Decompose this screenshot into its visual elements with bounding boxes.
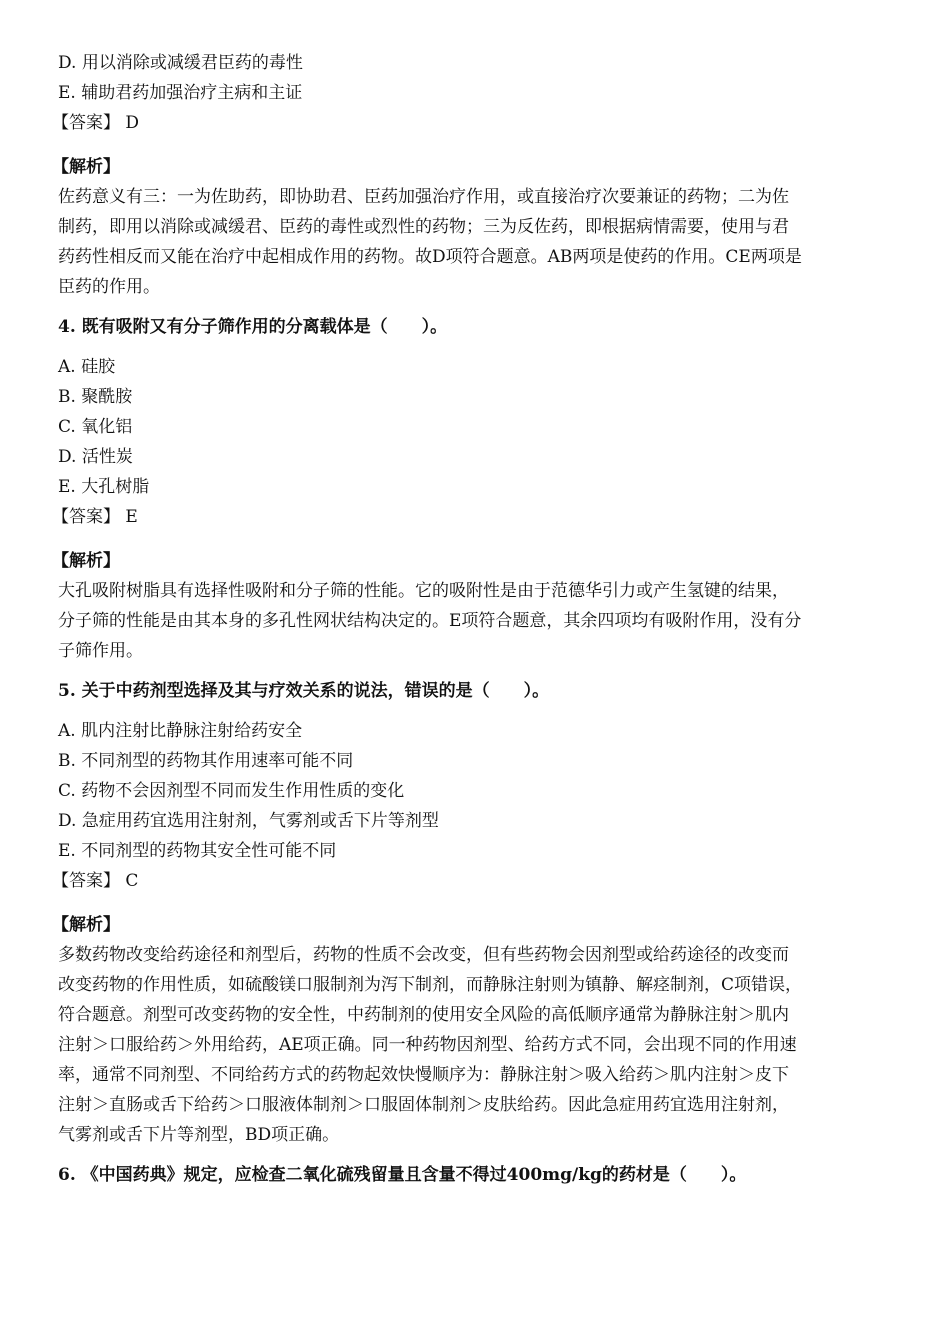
q4-answer: 【答案】 E — [52, 507, 138, 527]
q4-option-c: C. 氧化铝 — [58, 417, 133, 437]
q3-analysis-line: 药药性相反而又能在治疗中起相成作用的药物。故D项符合题意。AB两项是使药的作用。CE两项是 — [58, 247, 802, 267]
question-6-section — [58, 1160, 894, 1190]
q4-option-d: D. 活性炭 — [58, 447, 133, 467]
q5-analysis-line: 气雾剂或舌下片等剂型，BD项正确。 — [58, 1125, 340, 1145]
q4-analysis-line: 子筛作用。 — [58, 641, 143, 661]
q3-option-e: E. 辅助君药加强治疗主病和主证 — [58, 83, 303, 103]
q3-answer: 【答案】 D — [52, 113, 140, 133]
q4-analysis — [58, 576, 894, 666]
q5-option-a: A. 肌内注射比静脉注射给药安全 — [58, 721, 303, 741]
q5-answer: 【答案】 C — [52, 871, 139, 891]
q5-analysis-line: 符合题意。剂型可改变药物的安全性，中药制剂的使用安全风险的高低顺序通常为静脉注射＞肌内 — [58, 1005, 789, 1025]
q4-option-e: E. 大孔树脂 — [58, 477, 150, 497]
q5-analysis-line: 注射＞直肠或舌下给药＞口服液体制剂＞口服固体制剂＞皮肤给药。因此急症用药宜选用注射剂， — [58, 1095, 789, 1115]
q3-analysis — [58, 182, 894, 302]
question-5-section — [52, 676, 894, 1150]
q3-analysis-line: 佐药意义有三：一为佐助药，即协助君、臣药加强治疗作用，或直接治疗次要兼证的药物；二为佐 — [58, 187, 789, 207]
q5-analysis-line: 注射＞口服给药＞外用给药，AE项正确。同一种药物因剂型、给药方式不同，会出现不同的作用速 — [58, 1035, 797, 1055]
q3-analysis-title: 【解析】 — [52, 157, 120, 177]
q5-option-c: C. 药物不会因剂型不同而发生作用性质的变化 — [58, 781, 405, 801]
q4-option-a: A. 硅胶 — [58, 357, 116, 377]
q4-analysis-line: 大孔吸附树脂具有选择性吸附和分子筛的性能。它的吸附性是由于范德华引力或产生氢键的结果， — [58, 581, 789, 601]
q5-analysis-line: 率，通常不同剂型、不同给药方式的药物起效快慢顺序为：静脉注射＞吸入给药＞肌内注射＞皮下 — [58, 1065, 789, 1085]
question-4-section — [52, 312, 894, 666]
q4-analysis-line: 分子筛的性能是由其本身的多孔性网状结构决定的。E项符合题意，其余四项均有吸附作用，没有分 — [58, 611, 802, 631]
q5-analysis — [58, 940, 894, 1150]
q4-analysis-title: 【解析】 — [52, 551, 120, 571]
document-page — [52, 48, 894, 1200]
q4-question: 4. 既有吸附又有分子筛作用的分离载体是（ ）。 — [58, 317, 448, 337]
q6-question: 6. 《中国药典》规定，应检查二氧化硫残留量且含量不得过400mg/kg的药材是（ ）。 — [58, 1165, 747, 1185]
q3-option-d: D. 用以消除或减缓君臣药的毒性 — [58, 53, 303, 73]
q5-option-d: D. 急症用药宜选用注射剂，气雾剂或舌下片等剂型 — [58, 811, 439, 831]
q5-analysis-line: 改变药物的作用性质，如硫酸镁口服制剂为泻下制剂，而静脉注射则为镇静、解痉制剂，C项错误， — [58, 975, 803, 995]
q5-question: 5. 关于中药剂型选择及其与疗效关系的说法，错误的是（ ）。 — [58, 681, 550, 701]
q4-option-b: B. 聚酰胺 — [58, 387, 133, 407]
question-3-section — [52, 48, 894, 302]
q5-option-b: B. 不同剂型的药物其作用速率可能不同 — [58, 751, 354, 771]
q5-analysis-title: 【解析】 — [52, 915, 120, 935]
q3-analysis-line: 制药，即用以消除或减缓君、臣药的毒性或烈性的药物；三为反佐药，即根据病情需要，使用与君 — [58, 217, 789, 237]
q5-analysis-line: 多数药物改变给药途径和剂型后，药物的性质不会改变，但有些药物会因剂型或给药途径的改变而 — [58, 945, 789, 965]
q3-analysis-line: 臣药的作用。 — [58, 277, 160, 297]
q5-option-e: E. 不同剂型的药物其安全性可能不同 — [58, 841, 337, 861]
